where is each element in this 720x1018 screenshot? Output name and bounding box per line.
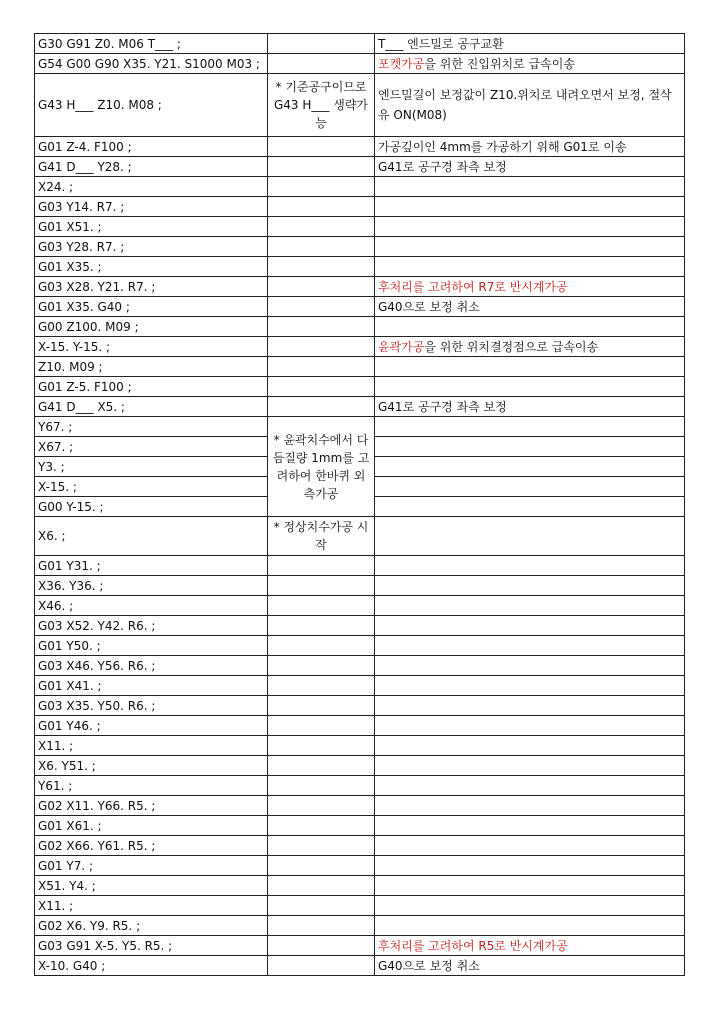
desc-cell: [375, 377, 685, 397]
desc-cell: [375, 317, 685, 337]
note-cell: [268, 217, 375, 237]
desc-text: G41로 공구경 좌측 보정: [378, 399, 507, 414]
note-cell: [268, 277, 375, 297]
desc-cell: [375, 556, 685, 576]
table-row: [35, 876, 685, 896]
code-cell: Z10. M09 ;: [35, 357, 268, 377]
desc-cell: [375, 157, 685, 177]
note-cell: [268, 257, 375, 277]
table-row: [35, 916, 685, 936]
table-row: [35, 896, 685, 916]
note-cell: [268, 317, 375, 337]
desc-cell: [375, 776, 685, 796]
code-cell: G03 Y28. R7. ;: [35, 237, 268, 257]
code-cell: G01 X35. ;: [35, 257, 268, 277]
table-row: [35, 177, 685, 197]
desc-cell: [375, 497, 685, 517]
desc-cell: [375, 716, 685, 736]
table-row: [35, 157, 685, 177]
code-cell: X46. ;: [35, 596, 268, 616]
note-cell: [268, 377, 375, 397]
desc-cell: [375, 437, 685, 457]
note-cell: [268, 297, 375, 317]
desc-cell: [375, 756, 685, 776]
table-row: [35, 257, 685, 277]
note-cell: [268, 656, 375, 676]
desc-cell: [375, 74, 685, 137]
table-row: [35, 397, 685, 417]
code-cell: X36. Y36. ;: [35, 576, 268, 596]
desc-cell: [375, 736, 685, 756]
note-cell: [268, 676, 375, 696]
desc-highlight: 포켓가공: [378, 56, 425, 71]
code-cell: G03 G91 X-5. Y5. R5. ;: [35, 936, 268, 956]
desc-text: G40으로 보정 취소: [378, 958, 480, 973]
desc-cell: [375, 856, 685, 876]
note-cell: [268, 756, 375, 776]
desc-cell: [375, 836, 685, 856]
code-cell: X11. ;: [35, 736, 268, 756]
table-row: [35, 756, 685, 776]
desc-cell: [375, 916, 685, 936]
nc-program-table: [34, 33, 685, 976]
code-cell: G01 Y46. ;: [35, 716, 268, 736]
desc-cell: [375, 896, 685, 916]
table-row: [35, 656, 685, 676]
note-cell: [268, 54, 375, 74]
desc-cell: [375, 337, 685, 357]
desc-text: 을 위한 진입위치로 급속이송: [424, 56, 575, 71]
note-cell: * 정상치수가공 시작: [268, 517, 375, 556]
desc-cell: [375, 297, 685, 317]
table-row: [35, 796, 685, 816]
table-row: [35, 74, 685, 137]
desc-text: 가공깊이인 4mm를 가공하기 위해 G01로 이송: [378, 139, 627, 154]
note-cell: [268, 936, 375, 956]
desc-cell: [375, 217, 685, 237]
note-cell: [268, 736, 375, 756]
code-cell: G02 X11. Y66. R5. ;: [35, 796, 268, 816]
note-cell: [268, 956, 375, 976]
note-cell: [268, 896, 375, 916]
code-cell: Y61. ;: [35, 776, 268, 796]
desc-text: G41로 공구경 좌측 보정: [378, 159, 507, 174]
desc-highlight: 윤곽가공: [378, 339, 425, 354]
code-cell: G01 Y31. ;: [35, 556, 268, 576]
code-cell: G01 Y7. ;: [35, 856, 268, 876]
desc-highlight: 후처리를 고려하여 R5로 반시계가공: [378, 938, 568, 953]
code-cell: G01 X41. ;: [35, 676, 268, 696]
code-cell: X24. ;: [35, 177, 268, 197]
note-cell: [268, 556, 375, 576]
code-cell: X11. ;: [35, 896, 268, 916]
note-cell: [268, 357, 375, 377]
note-cell: [268, 776, 375, 796]
note-cell: [268, 616, 375, 636]
code-cell: X-15. ;: [35, 477, 268, 497]
code-cell: G01 Z-4. F100 ;: [35, 137, 268, 157]
note-cell: [268, 197, 375, 217]
table-row: [35, 317, 685, 337]
table-row: [35, 556, 685, 576]
desc-cell: [375, 357, 685, 377]
code-cell: G03 Y14. R7. ;: [35, 197, 268, 217]
desc-cell: [375, 457, 685, 477]
desc-cell: [375, 197, 685, 217]
desc-text: T___ 엔드밀로 공구교환: [378, 36, 504, 51]
desc-cell: [375, 696, 685, 716]
code-cell: G01 X35. G40 ;: [35, 297, 268, 317]
table-row: [35, 956, 685, 976]
note-cell: * 윤곽치수에서 다듬질량 1mm를 고려하여 한바퀴 외측가공: [268, 417, 375, 517]
desc-cell: [375, 616, 685, 636]
code-cell: G43 H___ Z10. M08 ;: [35, 74, 268, 137]
note-cell: [268, 836, 375, 856]
desc-cell: [375, 936, 685, 956]
code-cell: Y67. ;: [35, 417, 268, 437]
code-cell: G30 G91 Z0. M06 T___ ;: [35, 34, 268, 54]
note-cell: [268, 636, 375, 656]
note-cell: [268, 397, 375, 417]
code-cell: G01 Z-5. F100 ;: [35, 377, 268, 397]
code-cell: X67. ;: [35, 437, 268, 457]
desc-cell: [375, 676, 685, 696]
code-cell: Y3. ;: [35, 457, 268, 477]
table-row: [35, 836, 685, 856]
code-cell: X-10. G40 ;: [35, 956, 268, 976]
desc-cell: [375, 177, 685, 197]
code-cell: G03 X46. Y56. R6. ;: [35, 656, 268, 676]
desc-text: G40으로 보정 취소: [378, 299, 480, 314]
code-cell: G03 X52. Y42. R6. ;: [35, 616, 268, 636]
table-row: [35, 776, 685, 796]
table-row: [35, 377, 685, 397]
code-cell: G01 Y50. ;: [35, 636, 268, 656]
table-row: [35, 237, 685, 257]
table-row: [35, 736, 685, 756]
desc-cell: [375, 576, 685, 596]
note-cell: [268, 237, 375, 257]
desc-cell: [375, 417, 685, 437]
desc-cell: [375, 596, 685, 616]
code-cell: X51. Y4. ;: [35, 876, 268, 896]
note-cell: [268, 796, 375, 816]
table-row: [35, 696, 685, 716]
desc-cell: [375, 636, 685, 656]
desc-text: 을 위한 위치결정점으로 급속이송: [424, 339, 599, 354]
desc-cell: [375, 477, 685, 497]
table-row: [35, 197, 685, 217]
table-row: [35, 856, 685, 876]
desc-cell: [375, 956, 685, 976]
desc-cell: [375, 237, 685, 257]
note-cell: [268, 716, 375, 736]
table-row: [35, 34, 685, 54]
note-cell: [268, 137, 375, 157]
table-row: [35, 297, 685, 317]
code-cell: G00 Z100. M09 ;: [35, 317, 268, 337]
desc-cell: [375, 257, 685, 277]
note-cell: [268, 337, 375, 357]
code-cell: G00 Y-15. ;: [35, 497, 268, 517]
note-cell: [268, 696, 375, 716]
code-cell: G03 X28. Y21. R7. ;: [35, 277, 268, 297]
desc-cell: [375, 277, 685, 297]
table-row: [35, 54, 685, 74]
table-row: [35, 716, 685, 736]
desc-cell: [375, 816, 685, 836]
note-cell: [268, 876, 375, 896]
table-row: [35, 277, 685, 297]
table-row: [35, 517, 685, 556]
note-cell: [268, 576, 375, 596]
note-cell: [268, 596, 375, 616]
table-row: [35, 816, 685, 836]
code-cell: G41 D___ X5. ;: [35, 397, 268, 417]
note-cell: [268, 34, 375, 54]
note-cell: [268, 856, 375, 876]
code-cell: X-15. Y-15. ;: [35, 337, 268, 357]
code-cell: X6. ;: [35, 517, 268, 556]
code-cell: G03 X35. Y50. R6. ;: [35, 696, 268, 716]
table-row: [35, 576, 685, 596]
table-row: [35, 217, 685, 237]
note-cell: [268, 916, 375, 936]
note-cell: * 기준공구이므로 G43 H___ 생략가능: [268, 74, 375, 137]
table-row: [35, 936, 685, 956]
note-cell: [268, 816, 375, 836]
note-cell: [268, 177, 375, 197]
code-cell: G41 D___ Y28. ;: [35, 157, 268, 177]
table-row: [35, 417, 685, 437]
code-cell: G01 X51. ;: [35, 217, 268, 237]
table-row: [35, 357, 685, 377]
code-cell: X6. Y51. ;: [35, 756, 268, 776]
code-cell: G02 X6. Y9. R5. ;: [35, 916, 268, 936]
table-row: [35, 596, 685, 616]
code-cell: G01 X61. ;: [35, 816, 268, 836]
desc-cell: [375, 54, 685, 74]
code-cell: G02 X66. Y61. R5. ;: [35, 836, 268, 856]
desc-cell: [375, 517, 685, 556]
desc-cell: [375, 876, 685, 896]
desc-highlight: 후처리를 고려하여 R7로 반시계가공: [378, 279, 568, 294]
desc-cell: [375, 34, 685, 54]
desc-cell: [375, 656, 685, 676]
table-row: [35, 137, 685, 157]
table-row: [35, 636, 685, 656]
desc-cell: [375, 137, 685, 157]
table-row: [35, 616, 685, 636]
desc-text: 엔드밀길이 보정값이 Z10.위치로 내려오면서 보정, 절삭유 ON(M08): [378, 88, 672, 122]
desc-cell: [375, 796, 685, 816]
desc-cell: [375, 397, 685, 417]
note-cell: [268, 157, 375, 177]
table-row: [35, 337, 685, 357]
table-row: [35, 676, 685, 696]
code-cell: G54 G00 G90 X35. Y21. S1000 M03 ;: [35, 54, 268, 74]
